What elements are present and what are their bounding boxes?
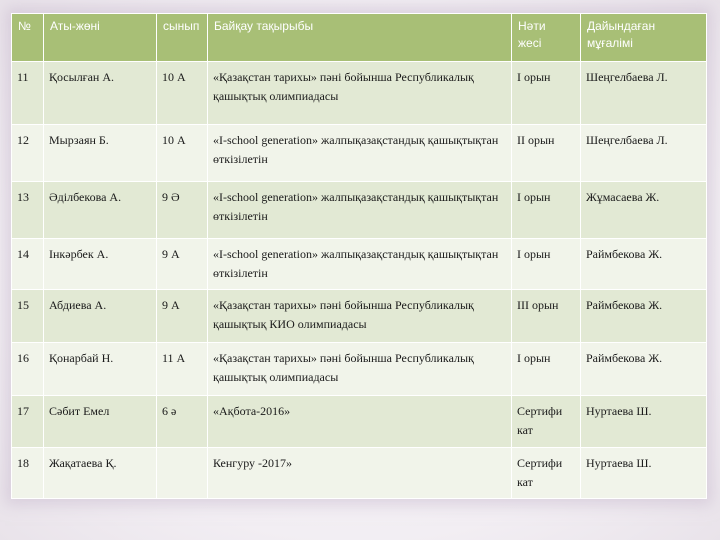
cell-result: І орын [512,181,581,238]
cell-competition: Кенгуру -2017» [208,448,512,499]
cell-number: 11 [12,62,44,125]
cell-result: І орын [512,62,581,125]
cell-result: І орын [512,238,581,290]
cell-name: Інкәрбек А. [44,238,157,290]
cell-name: Абдиева А. [44,290,157,343]
cell-grade: 9 А [157,238,208,290]
cell-grade: 6 ә [157,395,208,448]
cell-competition: «I-school generation» жалпықазақстандық қашықтықтан өткізілетін [208,181,512,238]
table-row [12,62,707,125]
cell-grade: 10 А [157,62,208,125]
cell-competition: «Қазақстан тарихы» пәні бойынша Республикалық қашықтық КИО олимпиадасы [208,290,512,343]
cell-number: 13 [12,181,44,238]
table-row [12,238,707,290]
cell-result: ІІ орын [512,124,581,181]
cell-name: Сәбит Емел [44,395,157,448]
cell-name: Әділбекова А. [44,181,157,238]
table-row [12,395,707,448]
cell-teacher: Нуртаева Ш. [581,395,707,448]
cell-number: 14 [12,238,44,290]
cell-grade: 9 А [157,290,208,343]
header-grade: сынып [157,14,208,62]
cell-name: Қонарбай Н. [44,343,157,396]
header-row [12,14,707,62]
cell-name: Жақатаева Қ. [44,448,157,499]
table-row [12,181,707,238]
cell-competition: «I-school generation» жалпықазақстандық қашықтықтан өткізілетін [208,238,512,290]
cell-name: Қосылған А. [44,62,157,125]
cell-result: Сертифи кат [512,448,581,499]
cell-number: 18 [12,448,44,499]
cell-teacher: Раймбекова Ж. [581,238,707,290]
cell-teacher: Раймбекова Ж. [581,343,707,396]
cell-result: І орын [512,343,581,396]
cell-teacher: Шеңгелбаева Л. [581,124,707,181]
cell-teacher: Раймбекова Ж. [581,290,707,343]
header-competition: Байқау тақырыбы [208,14,512,62]
cell-competition: «Қазақстан тарихы» пәні бойынша Республикалық қашықтық олимпиадасы [208,343,512,396]
cell-result: Сертифи кат [512,395,581,448]
cell-grade: 9 Ә [157,181,208,238]
cell-result: ІІІ орын [512,290,581,343]
header-number: № [12,14,44,62]
cell-grade: 10 А [157,124,208,181]
cell-teacher: Нуртаева Ш. [581,448,707,499]
table-row [12,343,707,396]
cell-competition: «Қазақстан тарихы» пәні бойынша Республикалық қашықтық олимпиадасы [208,62,512,125]
cell-number: 12 [12,124,44,181]
table-row [12,124,707,181]
header-name: Аты-жөні [44,14,157,62]
header-teacher: Дайындаған мұғалімі [581,14,707,62]
cell-teacher: Жұмасаева Ж. [581,181,707,238]
cell-grade: 11 А [157,343,208,396]
table-row [12,448,707,499]
cell-number: 15 [12,290,44,343]
table-row [12,290,707,343]
cell-number: 16 [12,343,44,396]
cell-competition: «I-school generation» жалпықазақстандық қашықтықтан өткізілетін [208,124,512,181]
results-table [11,13,707,499]
cell-number: 17 [12,395,44,448]
cell-teacher: Шеңгелбаева Л. [581,62,707,125]
results-table-container [11,13,706,499]
cell-name: Мырзаян Б. [44,124,157,181]
cell-grade [157,448,208,499]
cell-competition: «Ақбота-2016» [208,395,512,448]
header-result: Нәти жесі [512,14,581,62]
